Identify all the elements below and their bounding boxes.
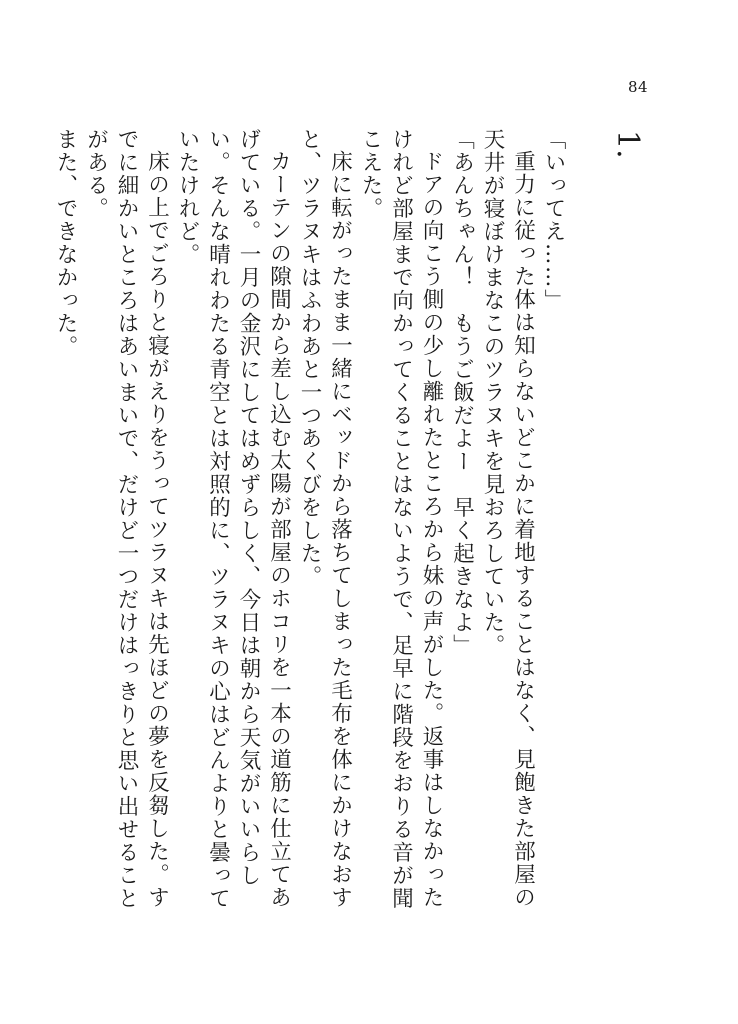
paragraph-blanket: 床に転がったまま一緒にベッドから落ちてしまった毛布を体にかけなおすと、ツラヌキはふわあと一つあくびをした。 (297, 128, 353, 909)
paragraph-curtain: カーテンの隙間から差し込む太陽が部屋のホコリを一本の道筋に仕立てあげている。一月の金沢にしてはめずらしく、今日は朝から天気がいいらしい。そんな晴れわたる青空とは対照的に、ツラヌキの心はどんよりと曇っていたけれど。 (175, 128, 292, 910)
paragraph-dream: 床の上でごろりと寝がえりをうってツラヌキは先ほどの夢を反芻した。すでに細かいところはあいまいで、だけど一つだけはっきりと思い出せることがある。 (83, 128, 170, 910)
page-number: 84 (628, 78, 649, 96)
paragraph-door: ドアの向こう側の少し離れたところから妹の声がした。返事はしなかったけれど部屋まで向かってくることはないようで、足早に階段をおりる音が聞こえた。 (358, 128, 444, 910)
chapter-number: 1. (610, 130, 645, 159)
paragraph-gravity: 重力に従った体は知らないどこかに着地することはなく、見飽きた部屋の天井が寝ぼけまなこのツラヌキを見おろしていた。 (480, 128, 536, 909)
body-text (53, 128, 568, 918)
paragraph-dialogue-sister: 「あんちゃん！ もうご飯だよー 早く起きなよ」 (449, 128, 475, 657)
paragraph-closing: また、できなかった。 (53, 128, 78, 358)
paragraph-dialogue-ittee: 「いってえ……」 (541, 128, 566, 312)
